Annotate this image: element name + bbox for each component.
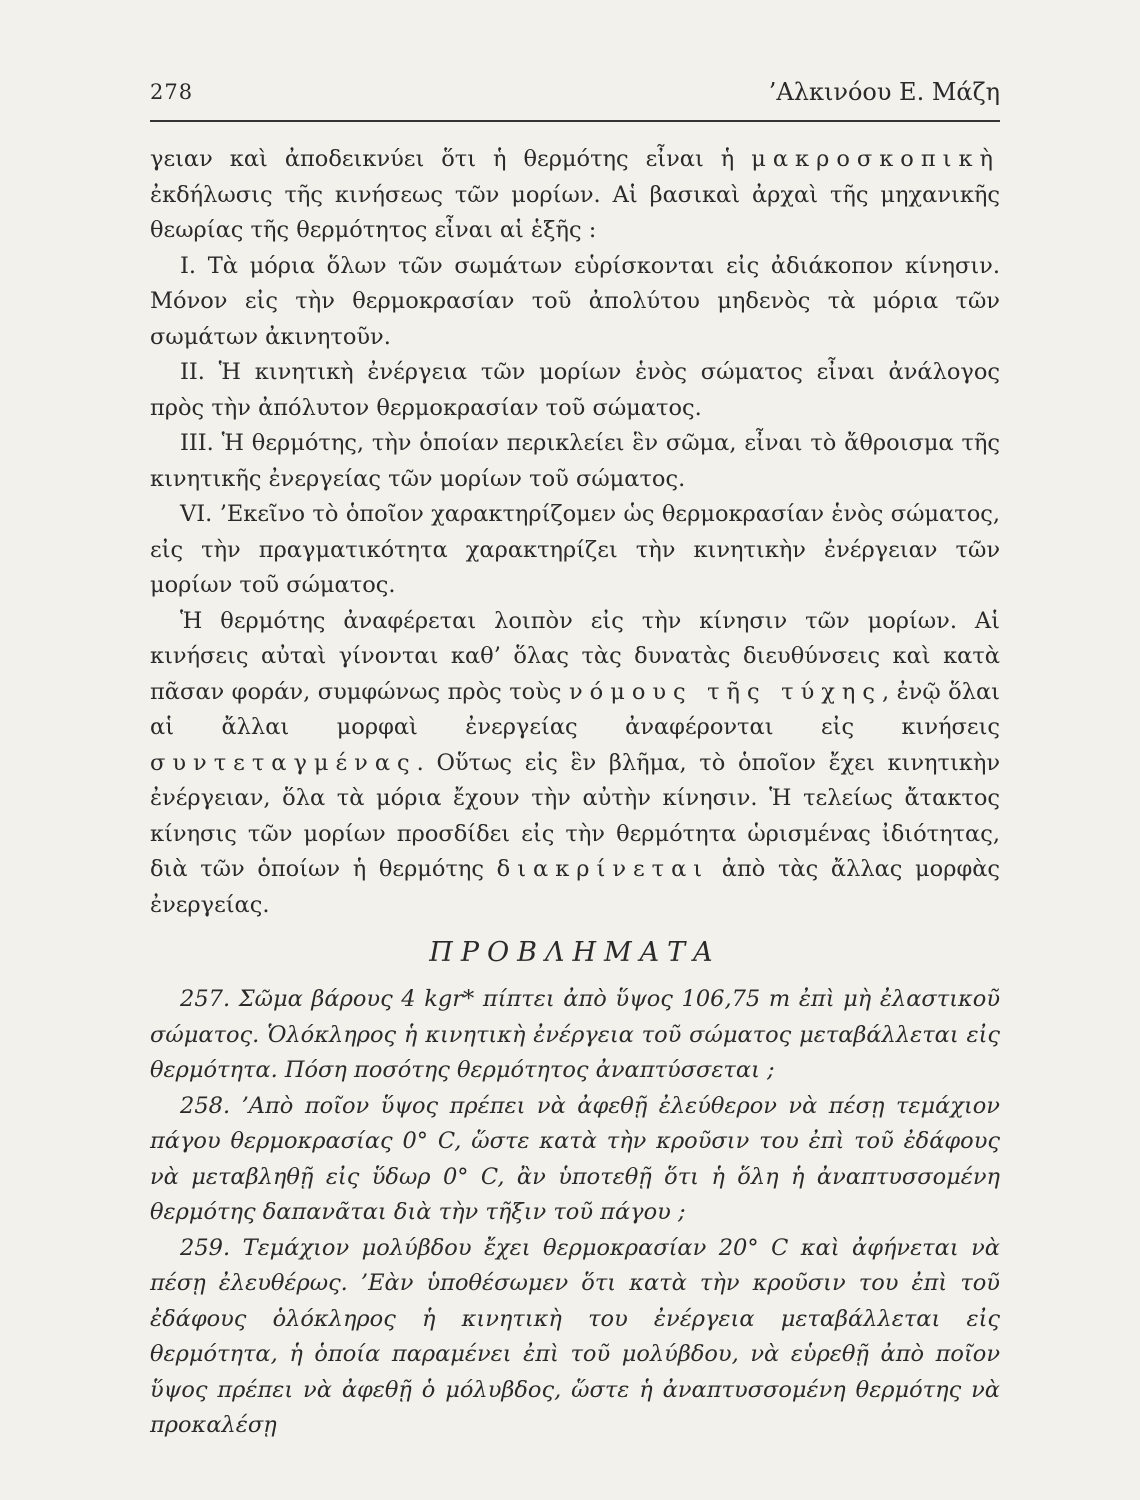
closing-text-1: Ἡ θερμότης ἀναφέρεται λοιπὸν εἰς τὴν κίνησιν τῶν μορίων. Αἱ κινήσεις αὐταὶ γίνονται καθ’ ὅλας τὰς δυνατὰς διευθύνσεις καὶ κατὰ πᾶσαν φοράν, συμφώνως πρὸς τοὺς <box>150 607 1000 705</box>
closing-text-4: ἀπὸ τὰς ἄλλας μορφὰς ἐνεργείας. <box>150 856 1000 918</box>
closing-spaced-1: νόμους τῆς τύχης <box>568 678 882 705</box>
problem-text: Τεμάχιον μολύβδου ἔχει θερμοκρασίαν 20° C καὶ ἀφήνεται νὰ πέσῃ ἐλευθέρως. ’Εὰν ὑποθέσωμεν ὅτι κατὰ τὴν κροῦσιν του ἐπὶ τοῦ ἐδάφους ὁλόκληρος ἡ κινητικὴ του ἐνέργεια μεταβάλλεται εἰς θερμότητα, ἡ ὁποία παραμένει ἐπὶ τοῦ μολύβδου, νὰ εὑρεθῇ ἀπὸ ποῖον ὕψος πρέπει νὰ ἀφεθῇ ὁ μόλυβδος, ὥστε ἡ ἀναπτυσσομένη θερμότης νὰ προκαλέσῃ <box>150 1234 1000 1438</box>
principle-3: ΙΙΙ. Ἡ θερμότης, τὴν ὁποίαν περικλείει ἓν σῶμα, εἶναι τὸ ἄθροισμα τῆς κινητικῆς ἐνεργείας τῶν μορίων τοῦ σώματος. <box>150 430 1000 492</box>
problem-257 <box>150 982 1000 1089</box>
intro-text-2: ἐκδήλωσις τῆς κινήσεως τῶν μορίων. Αἱ βασικαὶ ἀρχαὶ τῆς μηχανικῆς θεωρίας τῆς θερμότητος εἶναι αἱ ἑξῆς : <box>150 181 1000 243</box>
closing-text-3: . Οὕτως εἰς ἓν βλῆμα, τὸ ὁποῖον ἔχει κινητικὴν ἐνέργειαν, ὅλα τὰ μόρια ἔχουν τὴν αὐτὴν κίνησιν. Ἡ τελείως ἄτακτος κίνησις τῶν μορίων προσδίδει εἰς τὴν θερμότητα ὡρισμένας ἰδιότητας, διὰ τῶν ὁποίων ἡ θερμότης <box>150 749 1000 882</box>
page-number: 278 <box>150 80 194 104</box>
principle-2: ΙΙ. Ἡ κινητικὴ ἐνέργεια τῶν μορίων ἑνὸς σώματος εἶναι ἀνάλογος πρὸς τὴν ἀπόλυτον θερμοκρασίαν τοῦ σώματος. <box>150 359 1000 421</box>
problem-text: ’Απὸ ποῖον ὕψος πρέπει νὰ ἀφεθῇ ἐλεύθερον νὰ πέσῃ τεμάχιον πάγου θερμοκρασίας 0° C, ὥστε κατὰ τὴν κροῦσιν του ἐπὶ τοῦ ἐδάφους νὰ μεταβληθῇ εἰς ὕδωρ 0° C, ἂν ὑποτεθῇ ὅτι ἡ ὅλη ἡ ἀναπτυσσομένη θερμότης δαπανᾶται διὰ τὴν τῆξιν τοῦ πάγου ; <box>150 1092 1000 1225</box>
closing-spaced-2: συντεταγμένας <box>150 749 417 776</box>
running-head: ’Αλκινόου Ε. Μάζη <box>768 78 1000 106</box>
section-title: ΠΡΟΒΛΗΜΑΤΑ <box>429 937 721 968</box>
problem-number: 257. <box>180 986 231 1012</box>
page-body <box>150 142 1000 1444</box>
problem-number: 259. <box>180 1234 231 1261</box>
problem-text: Σῶμα βάρους 4 kgr* πίπτει ἀπὸ ὕψος 106,75 m ἐπὶ μὴ ἐλαστικοῦ σώματος. Ὁλόκληρος ἡ κινητικὴ ἐνέργεια τοῦ σώματος μεταβάλλεται εἰς θερμότητα. Πόση ποσότης θερμότητος ἀναπτύσσεται ; <box>150 986 1000 1083</box>
page-header <box>150 72 1000 122</box>
problem-259 <box>150 1231 1000 1444</box>
intro-text-1: γειαν καὶ ἀποδεικνύει ὅτι ἡ θερμότης εἶναι ἡ <box>150 146 752 172</box>
closing-text-2: , ἐνῷ ὅλαι αἱ ἄλλαι μορφαὶ ἐνεργείας ἀναφέρονται εἰς κινήσεις <box>150 678 1000 740</box>
closing-paragraph <box>150 604 1000 924</box>
intro-paragraph <box>150 142 1000 249</box>
problem-number: 258. <box>180 1092 231 1119</box>
book-page <box>150 72 1000 1444</box>
intro-spaced-term: μακροσκοπικὴ <box>751 146 1000 172</box>
principle-4: VI. ’Εκεῖνο τὸ ὁποῖον χαρακτηρίζομεν ὡς θερμοκρασίαν ἑνὸς σώματος, εἰς τὴν πραγματικότητα χαρακτηρίζει τὴν κινητικὴν ἐνέργειαν τῶν μορίων τοῦ σώματος. <box>150 501 1000 598</box>
closing-spaced-3: διακρίνεται <box>496 856 710 882</box>
problem-258 <box>150 1089 1000 1231</box>
principle-1: Ι. Τὰ μόρια ὅλων τῶν σωμάτων εὑρίσκονται εἰς ἀδιάκοπον κίνησιν. Μόνον εἰς τὴν θερμοκρασίαν τοῦ ἀπολύτου μηδενὸς τὰ μόρια τῶν σωμάτων ἀκινητοῦν. <box>150 252 1000 350</box>
